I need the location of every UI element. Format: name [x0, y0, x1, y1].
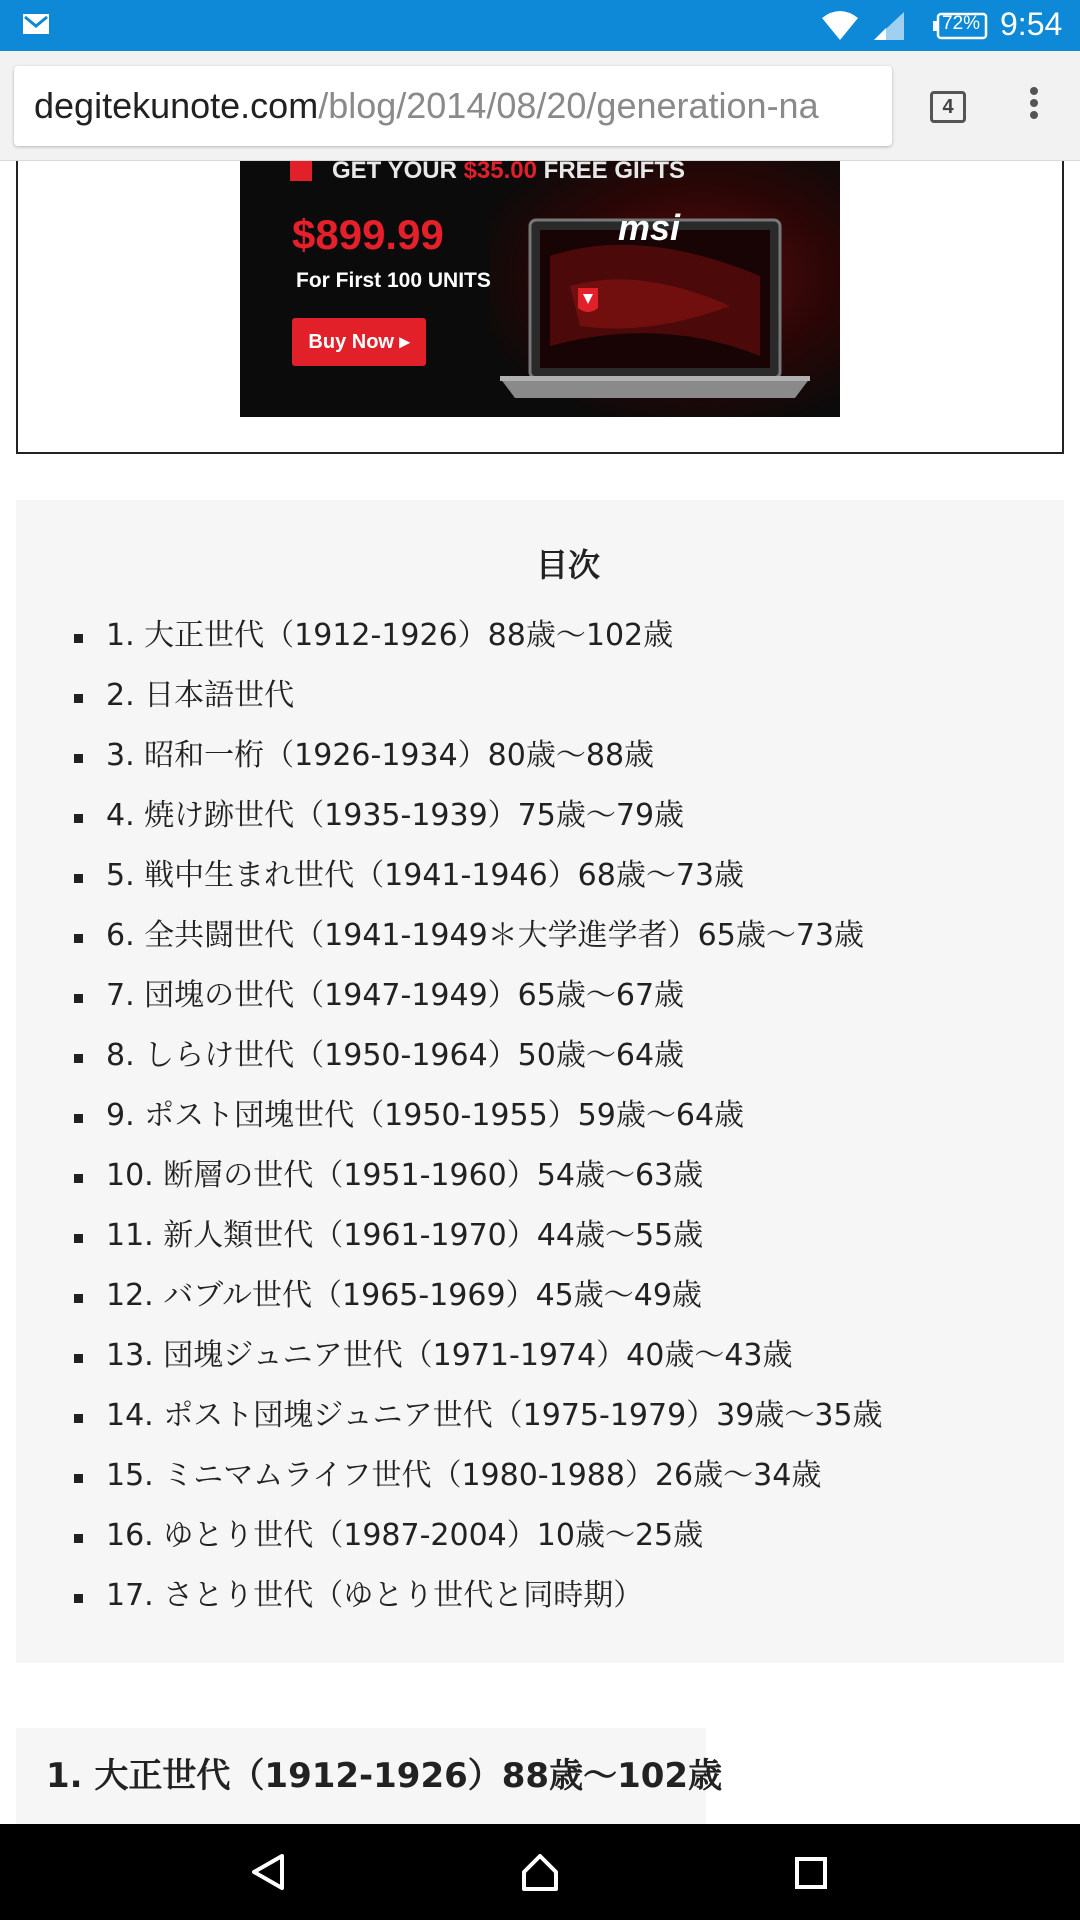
url-host: degitekunote.com — [34, 85, 319, 126]
overflow-menu-button[interactable] — [1020, 87, 1048, 127]
ad-gift-amount: $35.00 — [463, 161, 537, 184]
toc-item[interactable] — [16, 1516, 883, 1576]
toc-title: 目次 — [535, 546, 600, 584]
ad-buy-now-button[interactable]: Buy Now ▸ — [292, 318, 426, 366]
toc-item[interactable] — [16, 1396, 883, 1456]
home-icon[interactable] — [520, 1852, 560, 1892]
bullet-icon — [74, 874, 83, 883]
toc-link[interactable]: 14. ポスト団塊ジュニア世代（1975-1979）39歳〜35歳 — [106, 1398, 883, 1433]
toc-item[interactable] — [16, 1036, 883, 1096]
toc-link[interactable]: 17. さとり世代（ゆとり世代と同時期） — [106, 1578, 644, 1613]
toc-link[interactable]: 3. 昭和一桁（1926-1934）80歳〜88歳 — [106, 738, 655, 773]
bullet-icon — [74, 1534, 83, 1543]
toc-item[interactable] — [16, 1276, 883, 1336]
toc-link[interactable]: 8. しらけ世代（1950-1964）50歳〜64歳 — [106, 1038, 685, 1073]
toc-item[interactable] — [16, 1456, 883, 1516]
status-bar — [0, 0, 1080, 51]
toc-item[interactable] — [16, 1216, 883, 1276]
toc-link[interactable]: 1. 大正世代（1912-1926）88歳〜102歳 — [106, 618, 674, 653]
toc-item[interactable] — [16, 1096, 883, 1156]
ad-gift-prefix: GET YOUR — [332, 161, 464, 184]
bullet-icon — [74, 814, 83, 823]
battery-level: 72% — [942, 13, 981, 34]
bullet-icon — [74, 1234, 83, 1243]
wifi-icon — [820, 8, 860, 42]
url-path: /blog/2014/08/20/generation-na — [318, 85, 819, 126]
bullet-icon — [74, 934, 83, 943]
gift-icon — [290, 161, 312, 181]
recents-icon[interactable] — [794, 1856, 828, 1890]
status-time: 9:54 — [1000, 6, 1063, 42]
toc-link[interactable]: 11. 新人類世代（1961-1970）44歳〜55歳 — [106, 1218, 704, 1253]
bullet-icon — [74, 694, 83, 703]
msi-logo: msi — [618, 207, 681, 248]
toc-item[interactable] — [16, 1576, 883, 1636]
toc-item[interactable] — [16, 676, 883, 736]
browser-toolbar — [0, 51, 1080, 161]
toc-link[interactable]: 12. バブル世代（1965-1969）45歳〜49歳 — [106, 1278, 702, 1313]
toc-link[interactable]: 2. 日本語世代 — [106, 678, 295, 713]
menu-dot-icon — [1030, 111, 1038, 119]
toc-item[interactable] — [16, 916, 883, 976]
bullet-icon — [74, 1174, 83, 1183]
bullet-icon — [74, 754, 83, 763]
toc-item[interactable] — [16, 616, 883, 676]
back-icon[interactable] — [250, 1852, 286, 1892]
toc-link[interactable]: 15. ミニマムライフ世代（1980-1988）26歳〜34歳 — [106, 1458, 822, 1493]
toc-list — [16, 616, 883, 1636]
tab-switcher-button[interactable]: 4 — [930, 91, 966, 123]
bullet-icon — [74, 994, 83, 1003]
toc-item[interactable] — [16, 976, 883, 1036]
toc-item[interactable] — [16, 736, 883, 796]
toc-link[interactable]: 7. 団塊の世代（1947-1949）65歳〜67歳 — [106, 978, 685, 1013]
ad-gift-text — [290, 161, 685, 183]
ad-banner[interactable] — [240, 161, 840, 417]
system-navigation-bar — [0, 1824, 1080, 1920]
toc-link[interactable]: 13. 団塊ジュニア世代（1971-1974）40歳〜43歳 — [106, 1338, 793, 1373]
toc-link[interactable]: 6. 全共闘世代（1941-1949＊大学進学者）65歳〜73歳 — [106, 918, 865, 953]
address-bar[interactable] — [14, 66, 892, 146]
cell-signal-icon — [872, 10, 906, 42]
bullet-icon — [74, 1054, 83, 1063]
ad-units-text: For First 100 UNITS — [296, 269, 491, 292]
menu-dot-icon — [1030, 87, 1038, 95]
bullet-icon — [74, 1354, 83, 1363]
ad-price: $899.99 — [292, 211, 444, 258]
toc-link[interactable]: 10. 断層の世代（1951-1960）54歳〜63歳 — [106, 1158, 704, 1193]
toc-link[interactable]: 5. 戦中生まれ世代（1941-1946）68歳〜73歳 — [106, 858, 745, 893]
bullet-icon — [74, 1114, 83, 1123]
toc-link[interactable]: 9. ポスト団塊世代（1950-1955）59歳〜64歳 — [106, 1098, 745, 1133]
toc-item[interactable] — [16, 856, 883, 916]
toc-item[interactable] — [16, 796, 883, 856]
toc-item[interactable] — [16, 1156, 883, 1216]
bullet-icon — [74, 1294, 83, 1303]
table-of-contents — [16, 500, 1064, 1663]
ad-gift-suffix: FREE GIFTS — [536, 161, 685, 184]
gmail-notification-icon — [22, 13, 50, 35]
toc-item[interactable] — [16, 1336, 883, 1396]
bullet-icon — [74, 1474, 83, 1483]
bullet-icon — [74, 1414, 83, 1423]
bullet-icon — [74, 634, 83, 643]
toc-link[interactable]: 16. ゆとり世代（1987-2004）10歳〜25歳 — [106, 1518, 704, 1553]
section-heading: 1. 大正世代（1912-1926）88歳〜102歳 — [16, 1728, 706, 1824]
toc-link[interactable]: 4. 焼け跡世代（1935-1939）75歳〜79歳 — [106, 798, 685, 833]
bullet-icon — [74, 1594, 83, 1603]
menu-dot-icon — [1030, 99, 1038, 107]
